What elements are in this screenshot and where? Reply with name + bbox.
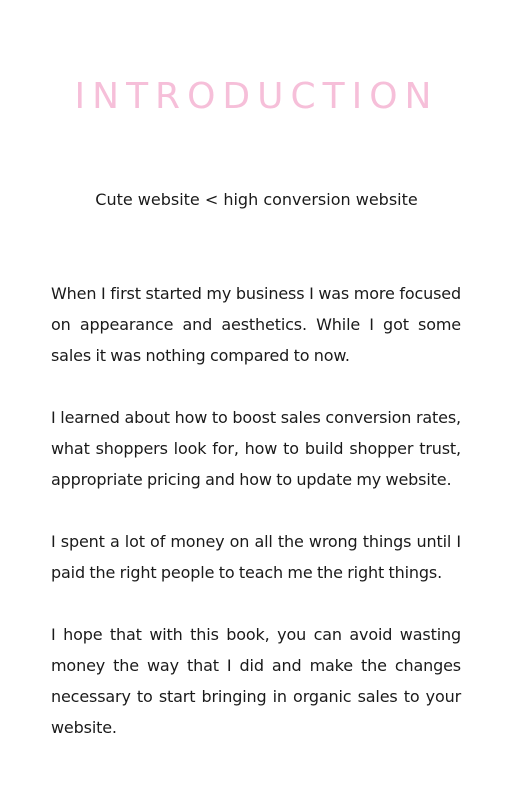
- page-title: INTRODUCTION: [74, 76, 439, 117]
- paragraph-3: I spent a lot of money on all the wrong things until I paid the right people to teach me the right things.: [51, 532, 461, 582]
- body-text: [51, 278, 461, 774]
- paragraph-1: When I first started my business I was more focused on appearance and aesthetics. While I got some sales it was nothing compared to now.: [51, 284, 461, 365]
- paragraph-2: I learned about how to boost sales conversion rates, what shoppers look for, how to build shopper trust, appropriate pricing and how to update my website.: [51, 408, 461, 489]
- page-subtitle: Cute website < high conversion website: [95, 190, 418, 209]
- paragraph-4: I hope that with this book, you can avoid wasting money the way that I did and make the changes necessary to start bringing in organic sales to your website.: [51, 625, 461, 737]
